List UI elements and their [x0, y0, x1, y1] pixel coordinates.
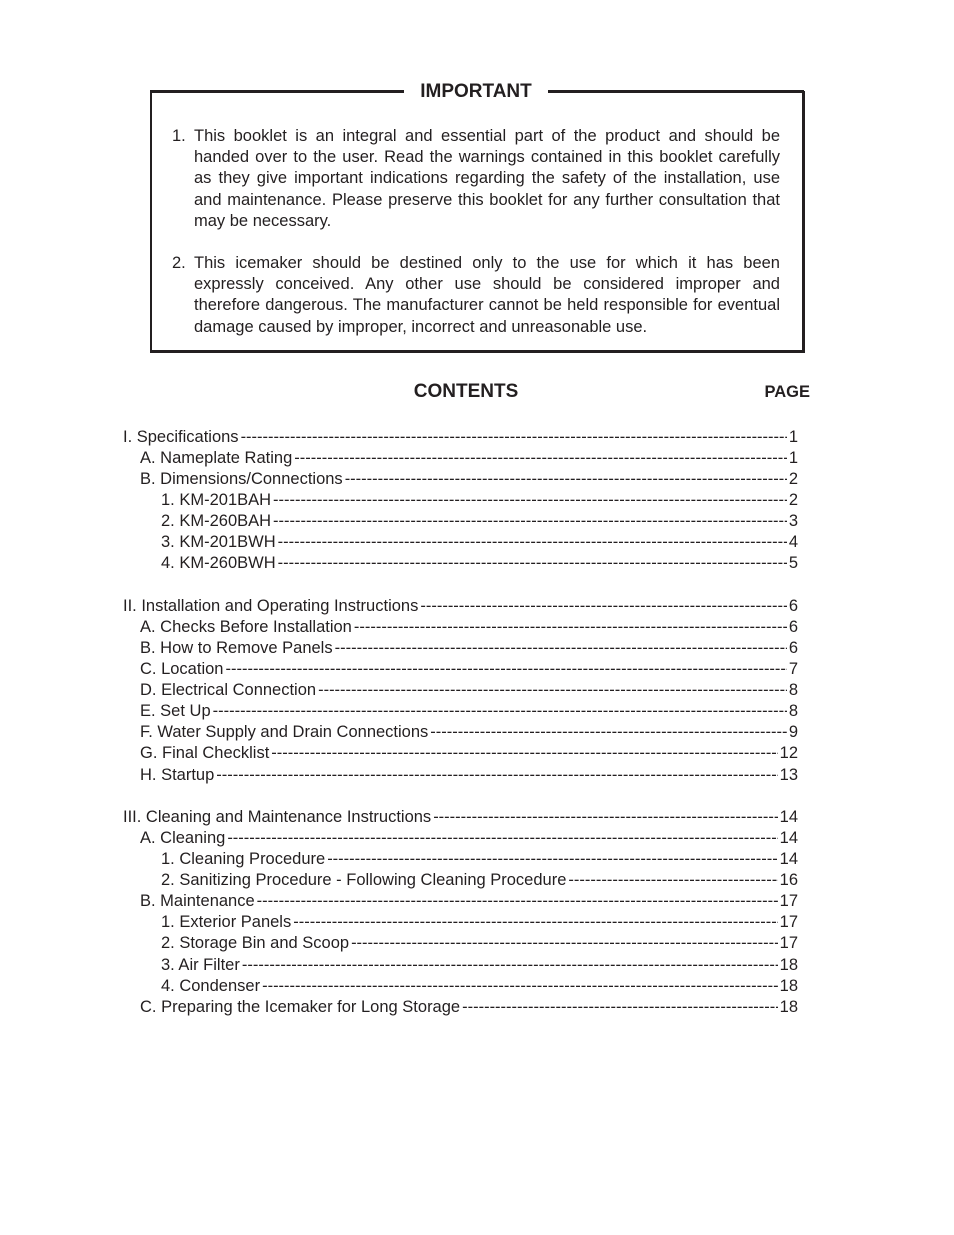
- toc-entry-label: D. Electrical Connection: [140, 681, 317, 699]
- toc-leader-dashes: [278, 553, 787, 574]
- toc-entry-page: 18: [779, 998, 798, 1016]
- toc-entry-page: 5: [788, 554, 798, 572]
- page-column-header: PAGE: [764, 383, 810, 401]
- toc-entry: [161, 976, 798, 997]
- toc-leader-dashes: [216, 765, 777, 786]
- toc-entry-page: 14: [779, 850, 798, 868]
- toc-leader-dashes: [273, 490, 787, 511]
- toc-entry-page: 9: [788, 723, 798, 741]
- toc-leader-dashes: [327, 849, 777, 870]
- toc-entry-label: 1. KM-201BAH: [161, 491, 272, 509]
- toc-entry: [161, 511, 798, 532]
- toc-entry-page: 8: [788, 681, 798, 699]
- toc-entry-label: A. Cleaning: [140, 829, 226, 847]
- toc-entry-label: 4. KM-260BWH: [161, 554, 276, 572]
- toc-leader-dashes: [430, 722, 787, 743]
- toc-entry-page: 1: [788, 449, 798, 467]
- toc-entry: [140, 891, 798, 912]
- toc-entry-label: G. Final Checklist: [140, 744, 270, 762]
- toc-entry-label: F. Water Supply and Drain Connections: [140, 723, 429, 741]
- toc-leader-dashes: [262, 976, 778, 997]
- toc-entry-label: I. Specifications: [123, 428, 239, 446]
- contents-title: CONTENTS: [413, 381, 519, 402]
- toc-leader-dashes: [257, 891, 778, 912]
- toc-entry: [140, 448, 798, 469]
- toc-entry-page: 4: [788, 533, 798, 551]
- toc-entry: [140, 617, 798, 638]
- toc-entry-page: 18: [779, 977, 798, 995]
- toc-entry: [140, 743, 798, 764]
- toc-entry-label: 2. KM-260BAH: [161, 512, 272, 530]
- toc-entry-page: 7: [788, 660, 798, 678]
- toc-entry: [161, 870, 798, 891]
- toc-entry: [140, 469, 798, 490]
- toc-entry-label: A. Checks Before Installation: [140, 618, 352, 636]
- toc-entry: [140, 997, 798, 1018]
- important-title: IMPORTANT: [420, 81, 532, 102]
- toc-leader-dashes: [278, 532, 787, 553]
- toc-entry-label: 2. Sanitizing Procedure - Following Cleaning Procedure: [161, 871, 567, 889]
- toc-entry: [140, 828, 798, 849]
- toc-entry-page: 6: [788, 597, 798, 615]
- toc-entry: [123, 596, 798, 617]
- important-box-top-rule-left: [150, 90, 404, 93]
- toc-entry-page: 2: [788, 470, 798, 488]
- toc-entry: [161, 532, 798, 553]
- toc-entry-label: H. Startup: [140, 766, 215, 784]
- toc-leader-dashes: [271, 743, 777, 764]
- toc-entry-page: 17: [779, 934, 798, 952]
- toc-entry-page: 18: [779, 956, 798, 974]
- toc-entry-page: 17: [779, 913, 798, 931]
- toc-entry-label: B. Maintenance: [140, 892, 255, 910]
- toc-entry-page: 1: [788, 428, 798, 446]
- toc-entry-page: 14: [779, 829, 798, 847]
- toc-entry: [123, 427, 798, 448]
- toc-entry-page: 12: [779, 744, 798, 762]
- toc-entry-label: 3. KM-201BWH: [161, 533, 276, 551]
- toc-leader-dashes: [345, 469, 787, 490]
- toc-leader-dashes: [293, 912, 777, 933]
- important-box-top-rule-right: [548, 90, 804, 93]
- toc-entry-page: 3: [788, 512, 798, 530]
- toc-entry-label: B. How to Remove Panels: [140, 639, 333, 657]
- important-item-2: [172, 253, 780, 338]
- toc-entry-label: C. Preparing the Icemaker for Long Storage: [140, 998, 461, 1016]
- toc-leader-dashes: [568, 870, 777, 891]
- toc-entry: [161, 553, 798, 574]
- toc-leader-dashes: [273, 511, 787, 532]
- toc-entry: [123, 807, 798, 828]
- toc-entry-label: C. Location: [140, 660, 224, 678]
- toc-entry-label: 4. Condenser: [161, 977, 261, 995]
- toc-leader-dashes: [420, 596, 786, 617]
- toc-entry: [140, 701, 798, 722]
- important-item-text: This booklet is an integral and essential part of the product and should be handed over to the user. Read the warnings contained in this booklet carefully as they give important indications regarding the safety of the installation, use and maintenance. Please preserve this booklet for any further consultation that may be necessary.: [194, 127, 780, 230]
- toc-leader-dashes: [433, 807, 777, 828]
- toc-entry-label: 3. Air Filter: [161, 956, 240, 974]
- toc-leader-dashes: [351, 933, 778, 954]
- toc-entry-label: B. Dimensions/Connections: [140, 470, 343, 488]
- toc-entry-page: 6: [788, 618, 798, 636]
- toc-entry: [161, 912, 798, 933]
- toc-entry-label: 1. Exterior Panels: [161, 913, 292, 931]
- toc-entry-label: III. Cleaning and Maintenance Instructions: [123, 808, 432, 826]
- toc-entry: [161, 490, 798, 511]
- toc-entry: [161, 849, 798, 870]
- toc-entry: [161, 955, 798, 976]
- toc-entry-label: A. Nameplate Rating: [140, 449, 293, 467]
- toc-entry: [140, 680, 798, 701]
- toc-leader-dashes: [294, 448, 787, 469]
- toc-entry-page: 17: [779, 892, 798, 910]
- toc-leader-dashes: [242, 955, 778, 976]
- toc-leader-dashes: [241, 427, 787, 448]
- toc-leader-dashes: [227, 828, 777, 849]
- toc-entry: [140, 659, 798, 680]
- important-item-1: [172, 126, 780, 232]
- toc-entry: [161, 933, 798, 954]
- toc-leader-dashes: [318, 680, 787, 701]
- toc-entry-page: 13: [779, 766, 798, 784]
- important-item-text: This icemaker should be destined only to the use for which it has been expressly conceived. Any other use should be considered improper and therefore dangerous. The manufacturer cannot be held responsible for eventual damage caused by improper, incorrect and unreasonable use.: [194, 254, 780, 336]
- toc-entry-page: 16: [779, 871, 798, 889]
- toc-leader-dashes: [213, 701, 787, 722]
- toc-leader-dashes: [354, 617, 787, 638]
- toc-leader-dashes: [462, 997, 778, 1018]
- toc-entry: [140, 638, 798, 659]
- toc-entry-page: 2: [788, 491, 798, 509]
- toc-entry-label: 2. Storage Bin and Scoop: [161, 934, 350, 952]
- important-item-number: 2.: [172, 254, 186, 272]
- toc-entry: [140, 765, 798, 786]
- toc-entry-page: 6: [788, 639, 798, 657]
- toc-entry-label: E. Set Up: [140, 702, 211, 720]
- toc-entry-label: II. Installation and Operating Instructions: [123, 597, 419, 615]
- toc-entry-label: 1. Cleaning Procedure: [161, 850, 326, 868]
- toc-leader-dashes: [225, 659, 786, 680]
- toc-entry: [140, 722, 798, 743]
- toc-leader-dashes: [335, 638, 787, 659]
- important-item-number: 1.: [172, 127, 186, 145]
- toc-entry-page: 14: [779, 808, 798, 826]
- toc-entry-page: 8: [788, 702, 798, 720]
